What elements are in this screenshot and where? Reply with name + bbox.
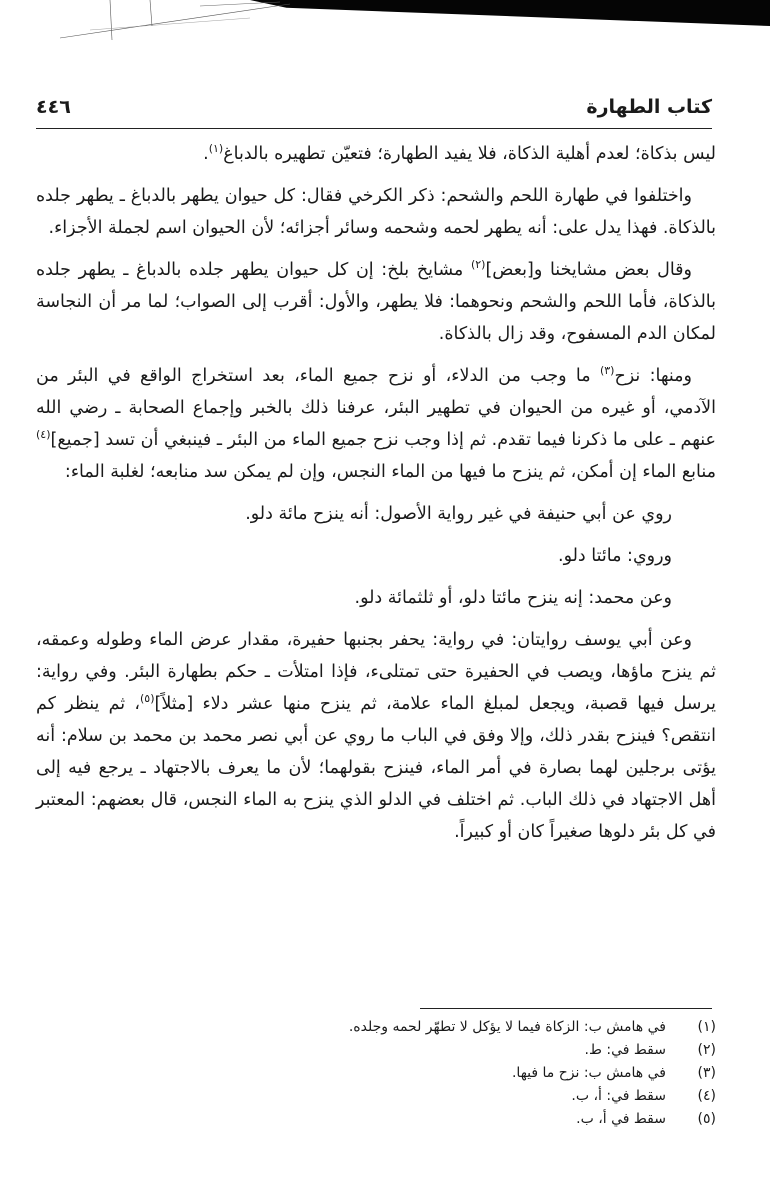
scan-artifact-lines (0, 0, 300, 40)
footnote: (٥) سقط في أ، ب. (576, 1111, 716, 1127)
footnote: (١) في هامش ب: الزكاة فيما لا يؤكل لا تطهّر لحمه وجلده. (348, 1019, 716, 1035)
paragraph: وعن أبي يوسف روايتان: في رواية: يحفر بجنبها حفيرة، مقدار عرض الماء وطوله وعمقه، ثم ينزح ماؤها، ويصب في الحفيرة حتى تمتلىء، فإذا امتلأت ـ حكم بطهارة البئر. وفي رواية: يرسل فيها قصبة، ويجعل لمبلغ الماء علامة، ثم ينزح منها عشر دلاء [مثلاً]$^{(٥)}$، ثم ينظر كم انتقص؟ فينزح بقدر ذلك، وإلا وفق في الباب ما روي عن أبي نصر محمد بن محمد بن سلام: أنه يؤتى برجلين لهما بصارة في أمر الماء، فينزح بقولهما؛ لأن ما يعرف بالاجتهاد ـ يرجع فيه إلى أهل الاجتهاد في ذلك الباب. ثم اختلف في الدلو الذي ينزح به الماء النجس، قال بعضهم: المعتبر في كل بئر دلوها صغيراً كان أو كبيراً. (36, 630, 716, 842)
footnote-ref: (٥) (139, 692, 155, 706)
paragraph: واختلفوا في طهارة اللحم والشحم: ذكر الكرخي فقال: كل حيوان يطهر بالدباغ ـ يطهر جلده بالذكاة. فهذا يدل على: أنه يطهر لحمه وشحمه وسائر أجزائه؛ لأن الحيوان اسم لجملة الأجزاء. (36, 186, 716, 238)
footnote: (٤) سقط في: أ، ب. (571, 1088, 716, 1104)
paragraph: روي عن أبي حنيفة في غير رواية الأصول: أنه ينزح مائة دلو. (245, 504, 672, 524)
paragraph: ومنها: نزح$^{(٣)}$ ما وجب من الدلاء، أو نزح جميع الماء، بعد استخراج الواقع في البئر من الآدمي، أو غيره من الحيوان في تطهير البئر، عرفنا ذلك بالخبر وإجماع الصحابة ـ رضي الله عنهم ـ على ما ذكرنا فيما تقدم. ثم إذا وجب نزح جميع الماء من البئر ـ فينبغي أن تسد [جميع]$^{(٤)}$ منابع الماء إن أمكن، ثم ينزح ما فيها من الماء النجس، وإن لم يمكن سد منابعه؛ لغلبة الماء: (36, 364, 716, 482)
paragraph: وعن محمد: إنه ينزح مائتا دلو، أو ثلثمائة دلو. (354, 588, 672, 608)
scan-shadow (250, 0, 770, 26)
paragraph: وروي: مائتا دلو. (558, 546, 672, 566)
footnote: (٢) سقط في: ط. (584, 1042, 716, 1058)
footnote-ref: (٣) (599, 364, 615, 378)
chapter-title: كتاب الطهارة (586, 96, 712, 118)
body-text (36, 138, 716, 858)
footnotes (36, 1016, 716, 1131)
page-number: ٤٤٦ (36, 96, 71, 118)
page-header (36, 92, 712, 122)
footnote: (٣) في هامش ب: نزح ما فيها. (511, 1065, 716, 1081)
header-rule (36, 128, 712, 129)
footnote-rule (420, 1008, 712, 1009)
footnote-ref: (٢) (470, 258, 486, 272)
paragraph: وقال بعض مشايخنا و[بعض]$^{(٢)}$ مشايخ بلخ: إن كل حيوان يطهر جلده بالدباغ ـ يطهر جلده بالذكاة، فأما اللحم والشحم ونحوهما: فلا يطهر، والأول: أقرب إلى الصواب؛ لما مر أن النجاسة لمكان الدم المسفوح، وقد زال بالذكاة. (36, 258, 716, 344)
footnote-ref: (٤) (36, 428, 51, 442)
footnote-ref: (١) (208, 142, 224, 156)
paragraph: ليس بذكاة؛ لعدم أهلية الذكاة، فلا يفيد الطهارة؛ فتعيّن تطهيره بالدباغ$^{(١)}$. (203, 142, 716, 164)
